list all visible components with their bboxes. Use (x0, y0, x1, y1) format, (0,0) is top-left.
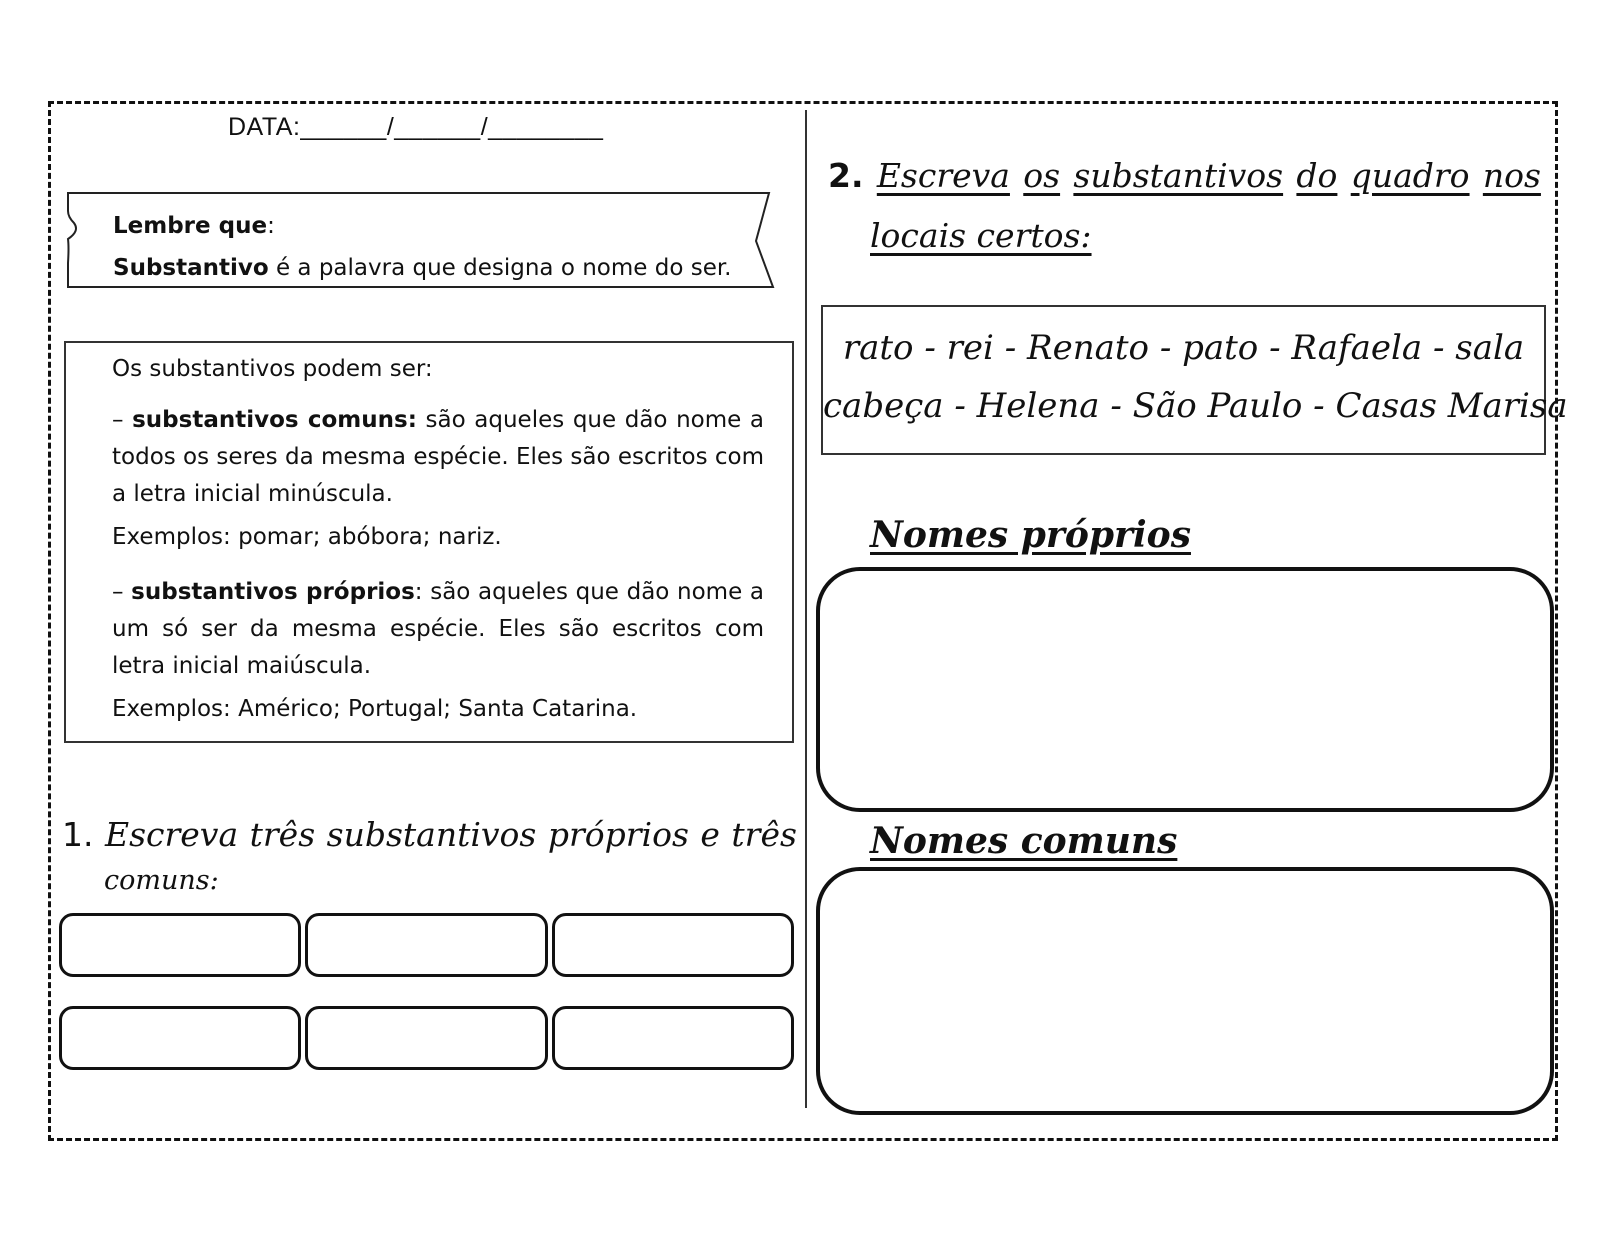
exercise-1-word: três (731, 815, 797, 854)
reminder-banner (66, 191, 794, 291)
word-box (821, 305, 1568, 455)
exercise-1-number: 1. (62, 815, 94, 854)
reminder-title: Lembre que (113, 213, 268, 239)
word-row-1: rato - rei - Renato - pato - Rafaela - sala (842, 328, 1525, 368)
reminder-definition-line (113, 247, 732, 289)
reminder-title-line (113, 205, 732, 247)
answer-row-2 (59, 1006, 794, 1070)
info-intro: Os substantivos podem ser: (112, 356, 433, 382)
proper-nouns-answer-box[interactable] (816, 567, 1554, 812)
exercise-1-word: três (249, 815, 316, 854)
reminder-definition: é a palavra que designa o nome do ser. (268, 255, 732, 281)
proper-term: substantivos próprios (131, 579, 415, 605)
exercise-1-word: substantivos (326, 815, 537, 854)
exercise-1-prompt (62, 815, 797, 901)
proper-nouns-heading-text: Nomes próprios (870, 514, 1191, 556)
answer-row-1 (59, 913, 794, 977)
common-text: são aqueles que dão nome a todos os seres da mesma espécie. Eles são escritos com a letra inicial minúscula. (112, 407, 765, 507)
proper-nouns-heading (870, 514, 1191, 556)
common-dash: – (112, 407, 133, 433)
proper-examples: Exemplos: Américo; Portugal; Santa Catarina. (112, 696, 638, 722)
common-nouns-heading (870, 820, 1177, 862)
date-field[interactable]: DATA:______/______/________ (228, 113, 604, 141)
common-nouns-answer-box[interactable] (816, 867, 1554, 1115)
answer-cell[interactable] (59, 913, 301, 977)
info-box (64, 341, 794, 743)
answer-cell[interactable] (305, 913, 547, 977)
exercise-2-word: quadro (1350, 156, 1470, 195)
common-examples: Exemplos: pomar; abóbora; nariz. (112, 524, 502, 550)
answer-cell[interactable] (59, 1006, 301, 1070)
column-divider (805, 110, 807, 1108)
exercise-2-number: 2. (828, 156, 864, 195)
exercise-2-word: nos (1482, 156, 1541, 195)
answer-cell[interactable] (305, 1006, 547, 1070)
common-term: substantivos comuns: (132, 407, 417, 433)
exercise-2-word: substantivos (1073, 156, 1284, 195)
exercise-2-prompt (828, 146, 1541, 266)
answer-cell[interactable] (552, 1006, 794, 1070)
common-definition (112, 402, 764, 513)
reminder-term: Substantivo (113, 255, 269, 281)
common-nouns-heading-text: Nomes comuns (870, 820, 1178, 862)
exercise-2-word: Escreva (876, 156, 1010, 195)
answer-cell[interactable] (552, 913, 794, 977)
exercise-2-word: do (1296, 156, 1338, 195)
word-row-2: cabeça - Helena - São Paulo - Casas Marisa (823, 386, 1568, 426)
exercise-1-word: Escreva (105, 815, 239, 854)
proper-definition (112, 574, 764, 685)
reminder-colon: : (267, 213, 275, 239)
proper-dash: – (112, 579, 132, 605)
exercise-1-word: e (700, 815, 720, 854)
proper-text: : são aqueles que dão nome a um só ser da mesma espécie. Eles são escritos com letra inicial maiúscula. (112, 579, 764, 679)
exercise-2-line2: locais certos: (870, 216, 1092, 255)
exercise-1-line2: comuns: (104, 865, 219, 896)
exercise-2-word: os (1023, 156, 1061, 195)
exercise-1-word: próprios (547, 815, 689, 854)
